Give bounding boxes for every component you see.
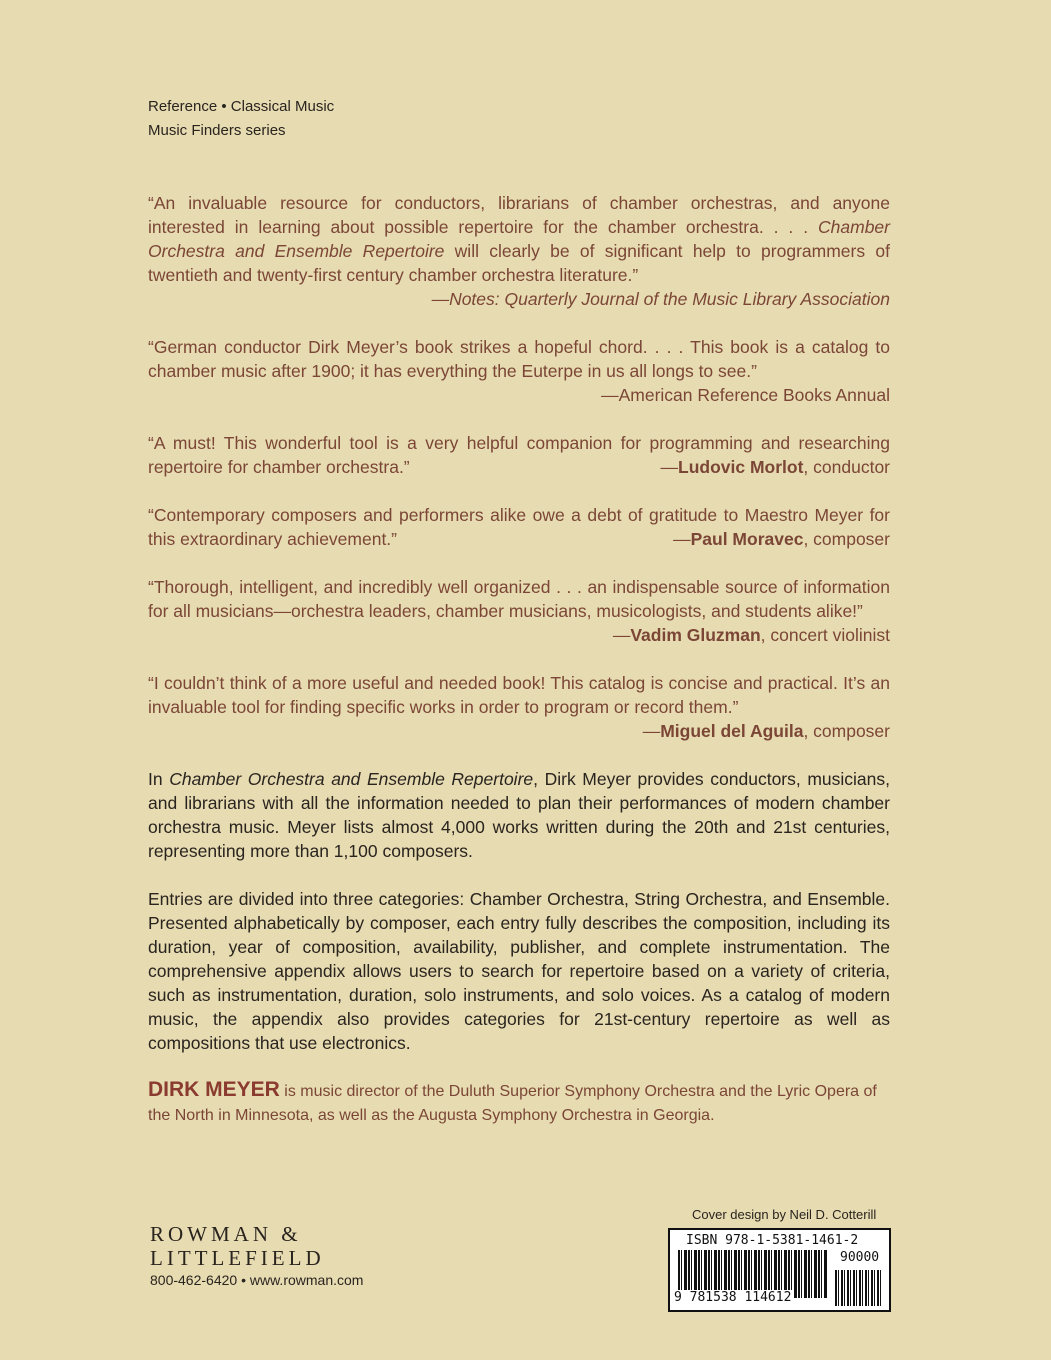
author-bio <box>148 1078 890 1128</box>
book-title: Chamber Orchestra and Ensemble Repertoire <box>148 217 890 261</box>
cover-design-credit: Cover design by Neil D. Cotterill <box>692 1207 877 1222</box>
description-paragraph-1: In Chamber Orchestra and Ensemble Repertoire, Dirk Meyer provides conductors, musicians, and librarians with all the information needed to plan their performances of modern chamber orchestra music. Meyer lists almost 4,000 works written during the 20th and 21st centuries, representing more than 1,100 composers. <box>148 769 890 861</box>
category-label: Reference • Classical Music <box>148 98 335 115</box>
series-label: Music Finders series <box>148 122 286 139</box>
quote-text: “Contemporary composers and performers alike owe a debt of gratitude to Maestro Meyer for this extraordinary achievement.” <box>148 505 890 549</box>
quote-text: “German conductor Dirk Meyer’s book strikes a hopeful chord. . . . This book is a catalog to chamber music after 1900; it has everything the Euterpe in us all longs to see.” <box>148 337 890 381</box>
price-addon: 90000 <box>840 1250 880 1265</box>
addon-bars <box>835 1270 881 1306</box>
bio-text: is music director of the Duluth Superior Symphony Orchestra and the Lyric Opera of the North in Minnesota, as well as the Augusta Symphony Orchestra in Georgia. <box>148 1083 877 1124</box>
review-quote-3 <box>148 431 890 479</box>
publisher-contact: 800-462-6420 • www.rowman.com <box>150 1272 364 1288</box>
isbn-barcode <box>668 1228 891 1312</box>
review-quote-4 <box>148 503 890 551</box>
review-quote-1 <box>148 191 890 311</box>
quote-text: “A must! This wonderful tool is a very helpful companion for programming and researching repertoire for chamber orchestra.” <box>148 433 890 477</box>
quote-text: “I couldn’t think of a more useful and needed book! This catalog is concise and practical. It’s an invaluable tool for finding specific works in order to program or record them.” <box>148 673 890 717</box>
publisher-logo: ROWMAN & LITTLEFIELD <box>150 1222 325 1270</box>
quote-text: “Thorough, intelligent, and incredibly well organized . . . an indispensable source of information for all musicians—orchestra leaders, chamber musicians, musicologists, and students alike!” <box>148 577 890 621</box>
review-quote-6 <box>148 671 890 743</box>
barcode-digits: 9 781538 114612 <box>674 1290 792 1305</box>
quote-source: —American Reference Books Annual <box>601 385 890 405</box>
quote-text: “An invaluable resource for conductors, librarians of chamber orchestras, and anyone interested in learning about possible repertoire for the chamber orchestra. . . . <box>148 193 890 237</box>
quote-source: —Miguel del Aguila, composer <box>642 721 890 741</box>
review-quote-5 <box>148 575 890 647</box>
quote-source: —Paul Moravec, composer <box>673 529 890 549</box>
quote-source: —Notes: Quarterly Journal of the Music Library Association <box>431 289 890 309</box>
author-name: DIRK MEYER <box>148 1078 280 1101</box>
quote-source: —Ludovic Morlot, conductor <box>660 457 890 477</box>
quote-text: will clearly be of significant help to programmers of twentieth and twenty-first century chamber orchestra literature.” <box>148 241 890 285</box>
description-paragraph-2: Entries are divided into three categories: Chamber Orchestra, String Orchestra, and Ensemble. Presented alphabetically by composer, each entry fully describes the composition, including its duration, year of composition, availability, publisher, and complete instrumentation. The comprehensive appendix allows users to search for repertoire based on a variety of criteria, such as instrumentation, duration, solo instruments, and solo voices. As a catalog of modern music, the appendix also provides categories for 21st-century repertoire as well as compositions that use electronics. <box>148 889 890 1053</box>
quote-source: —Vadim Gluzman, concert violinist <box>612 625 890 645</box>
review-quote-2 <box>148 335 890 407</box>
book-title: Chamber Orchestra and Ensemble Repertoire <box>169 769 534 789</box>
isbn-number: ISBN 978-1-5381-1461-2 <box>686 1233 859 1248</box>
